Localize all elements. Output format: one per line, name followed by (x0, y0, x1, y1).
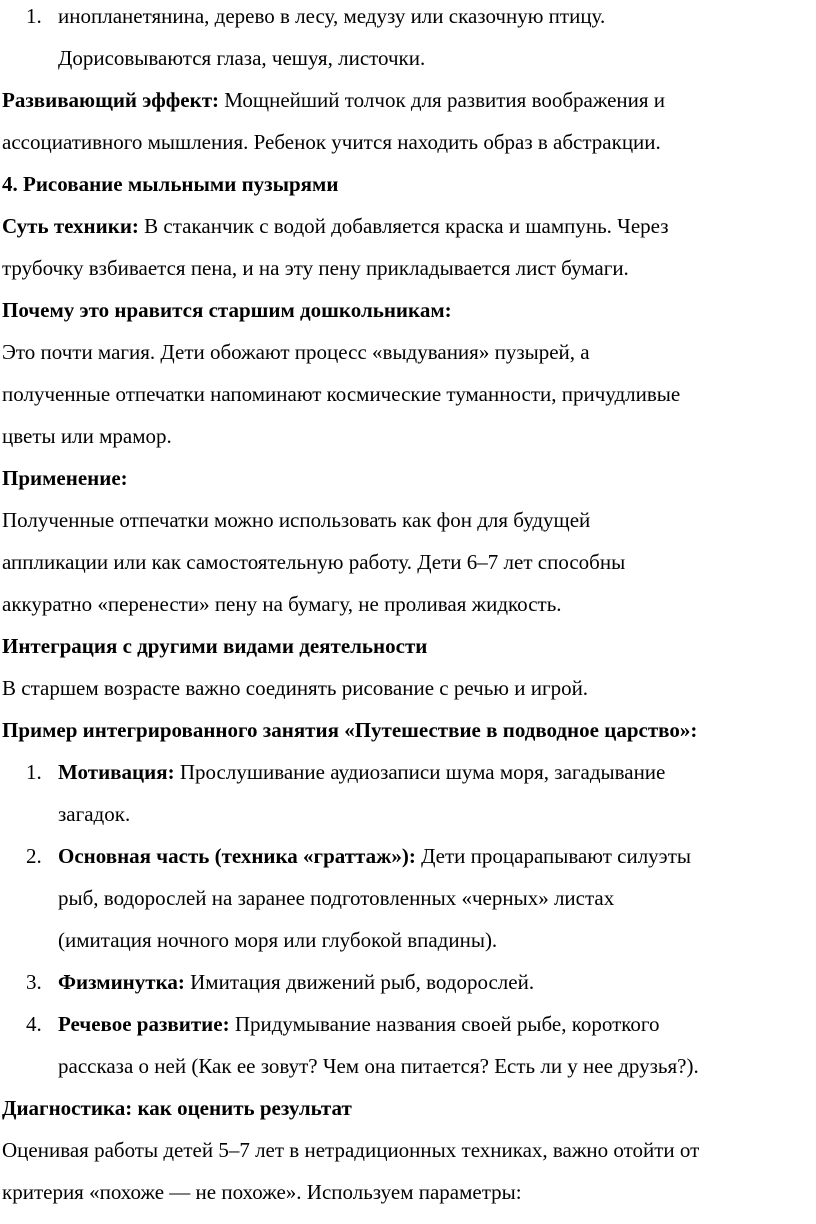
list-item-label: Мотивация: (58, 760, 175, 784)
list-item (58, 1014, 660, 1035)
essence-paragraph (2, 216, 669, 237)
effect-label: Развивающий эффект: (2, 88, 220, 112)
why-paragraph-line: полученные отпечатки напоминают космические туманности, причудливые (2, 382, 681, 406)
why-paragraph-line: Это почти магия. Дети обожают процесс «выдувания» пузырей, а (2, 340, 590, 364)
diagnostics-heading: Диагностика: как оценить результат (2, 1096, 352, 1120)
list-item-line: загадок. (58, 802, 131, 826)
list-number: 2. (26, 844, 42, 868)
list-number: 1. (26, 4, 42, 28)
list-item-line: Дорисовываются глаза, чешуя, листочки. (58, 46, 426, 70)
list-item (58, 762, 665, 783)
integration-heading: Интеграция с другими видами деятельности (2, 634, 428, 658)
use-paragraph-line: аппликации или как самостоятельную работу. Дети 6–7 лет способны (2, 550, 626, 574)
list-item-text: Дети процарапывают силуэты (415, 844, 691, 868)
list-item-label: Речевое развитие: (58, 1012, 230, 1036)
list-item-line: рыб, водорослей на заранее подготовленных «черных» листах (58, 886, 615, 910)
list-item-line: рассказа о ней (Как ее зовут? Чем она питается? Есть ли у нее друзья?). (58, 1054, 699, 1078)
effect-paragraph-line: ассоциативного мышления. Ребенок учится находить образ в абстракции. (2, 130, 661, 154)
list-number: 1. (26, 760, 42, 784)
list-number: 3. (26, 970, 42, 994)
use-paragraph-line: аккуратно «перенести» пену на бумагу, не проливая жидкость. (2, 592, 562, 616)
why-paragraph-line: цветы или мрамор. (2, 424, 172, 448)
list-item (58, 846, 691, 867)
why-heading: Почему это нравится старшим дошкольникам: (2, 298, 452, 322)
list-item-text: Придумывание названия своей рыбе, короткого (229, 1012, 660, 1036)
list-item-line: (имитация ночного моря или глубокой впадины). (58, 928, 498, 952)
list-item-text: Прослушивание аудиозаписи шума моря, загадывание (174, 760, 666, 784)
list-number: 4. (26, 1012, 42, 1036)
effect-text: Мощнейший толчок для развития воображения и (219, 88, 666, 112)
list-item-label: Физминутка: (58, 970, 185, 994)
example-heading: Пример интегрированного занятия «Путешествие в подводное царство»: (2, 718, 698, 742)
essence-text: В стаканчик с водой добавляется краска и шампунь. Через (138, 214, 669, 238)
list-item-text: Имитация движений рыб, водорослей. (184, 970, 535, 994)
diagnostics-paragraph-line: Оценивая работы детей 5–7 лет в нетрадиционных техниках, важно отойти от (2, 1138, 700, 1162)
diagnostics-paragraph-line: критерия «похоже — не похоже». Используем параметры: (2, 1180, 522, 1204)
essence-label: Суть техники: (2, 214, 139, 238)
list-item-line: инопланетянина, дерево в лесу, медузу или сказочную птицу. (58, 4, 606, 28)
integration-paragraph-line: В старшем возрасте важно соединять рисование с речью и игрой. (2, 676, 589, 700)
effect-paragraph (2, 90, 665, 111)
essence-paragraph-line: трубочку взбивается пена, и на эту пену прикладывается лист бумаги. (2, 256, 629, 280)
list-item-label: Основная часть (техника «граттаж»): (58, 844, 416, 868)
list-item (58, 972, 534, 993)
use-heading: Применение: (2, 466, 128, 490)
use-paragraph-line: Полученные отпечатки можно использовать как фон для будущей (2, 508, 591, 532)
section-heading: 4. Рисование мыльными пузырями (2, 172, 339, 196)
